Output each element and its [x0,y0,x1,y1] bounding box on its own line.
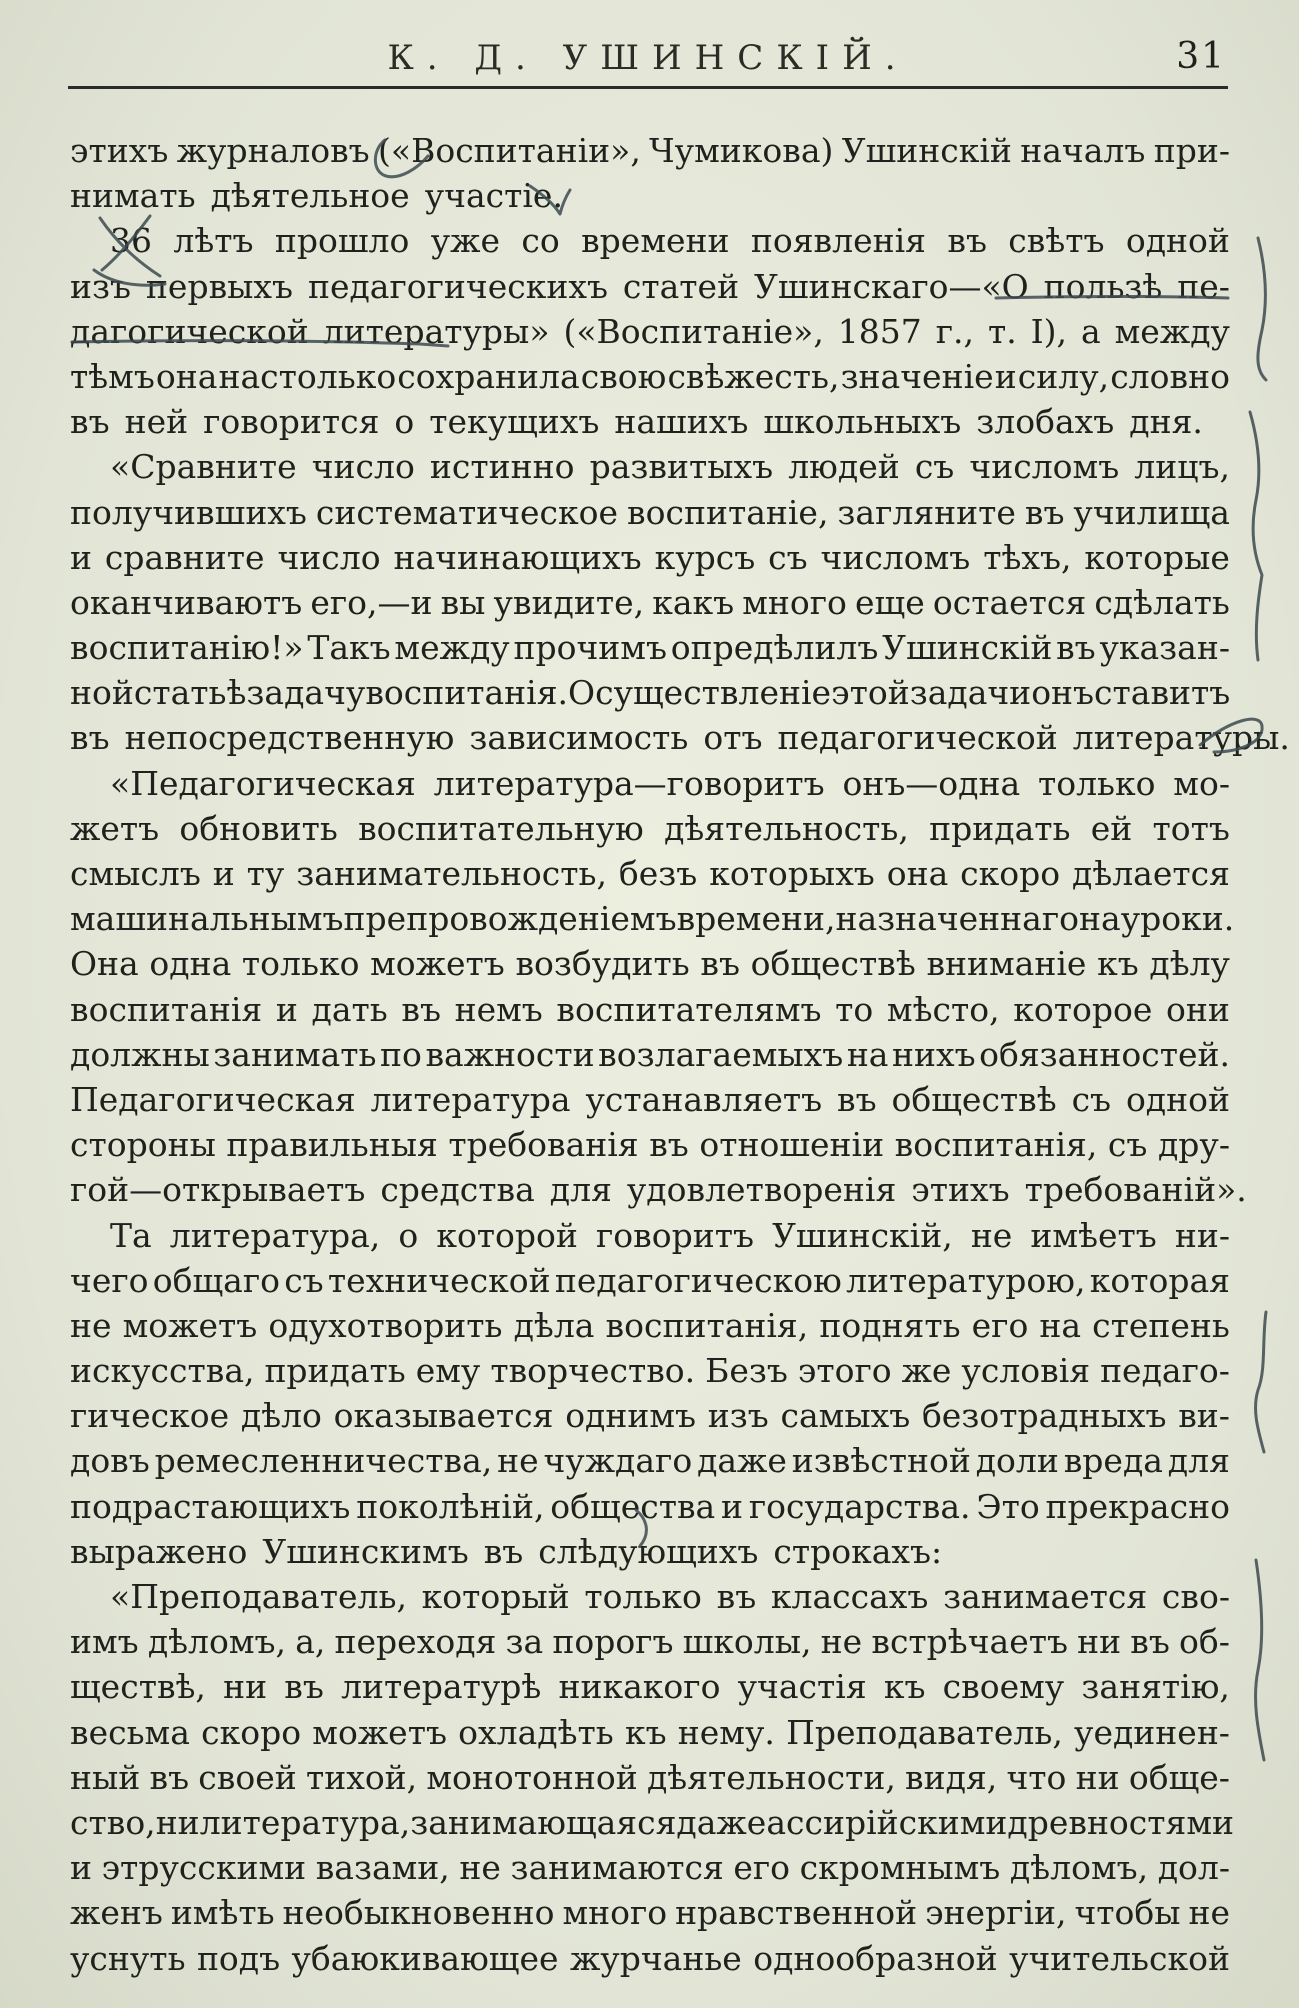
text-line: въ непосредственную зависимость отъ педагогической литературы. [70,718,1290,758]
text-line: «Педагогическая литература—говоритъ онъ—одна только мо- [110,763,1230,803]
text-line: жетъ обновить воспитательную дѣятельность, придать ей тотъ [70,808,1230,848]
text-line: весьма скоро можетъ охладѣть къ нему. Преподаватель, уединен- [70,1712,1230,1752]
text-line: Она одна только можетъ возбудить въ обществѣ вниманіе къ дѣлу [70,944,1230,984]
text-line: дагогической литературы» («Воспитаніе», 1857 г., т. I), а между [70,311,1230,351]
body-text [70,128,1290,1981]
text-line: выражено Ушинскимъ въ слѣдующихъ строкахъ: [70,1531,943,1571]
text-line: въ ней говорится о текущихъ нашихъ школьныхъ злобахъ дня. [70,402,1203,442]
text-line: ный въ своей тихой, монотонной дѣятельности, видя, что ни обще- [70,1757,1230,1797]
page-header [68,30,1228,89]
text-line: воспитанія и дать въ немъ воспитателямъ то мѣсто, которое они [70,989,1230,1029]
text-line: гическое дѣло оказывается однимъ изъ самыхъ безотрадныхъ ви- [70,1396,1230,1436]
text-line: стороны правильныя требованія въ отношеніи воспитанія, съ дру- [70,1125,1230,1165]
text-line: этихъ журналовъ («Воспитаніи», Чумикова) Ушинскій началъ при- [70,131,1230,170]
text-line: ство, ни литература, занимающаяся даже ассирійскими древностями [70,1802,1235,1842]
text-line: «Сравните число истинно развитыхъ людей съ числомъ лицъ, [110,447,1230,487]
text-line: ной статьѣ задачу воспитанія. Осуществленіе этой задачи онъ ставитъ [70,673,1231,713]
text-line: получившихъ систематическое воспитаніе, загляните въ училища [70,492,1230,532]
text-line: и этрусскими вазами, не занимаются его скромнымъ дѣломъ, дол- [70,1848,1230,1888]
text-line: смыслъ и ту занимательность, безъ которыхъ она скоро дѣлается [70,854,1230,893]
right-margin-brace-2-icon [1250,412,1262,660]
text-line: Та литература, о которой говоритъ Ушинскій, не имѣетъ ни- [110,1215,1230,1255]
right-margin-brace-3-icon [1256,1312,1266,1452]
text-line: гой—открываетъ средства для удовлетворенія этихъ требованій». [70,1170,1247,1210]
text-line: изъ первыхъ педагогическихъ статей Ушинскаго—«О пользѣ пе- [70,266,1230,306]
text-line: 36 лѣтъ прошло уже со времени появленія въ свѣтъ одной [110,221,1230,261]
text-line: «Преподаватель, который только въ классахъ занимается сво- [110,1577,1230,1616]
text-line: не можетъ одухотворить дѣла воспитанія, поднять его на степень [70,1305,1230,1345]
text-line: и сравните число начинающихъ курсъ съ числомъ тѣхъ, которые [70,537,1230,577]
text-line: уснуть подъ убаюкивающее журчанье однообразной учительской [70,1938,1230,1978]
text-line: машинальнымъ препровожденіемъ времени, назначеннаго на уроки. [70,899,1235,939]
text-line: нимать дѣятельное участіе. [70,176,563,216]
text-line: подрастающихъ поколѣній, общества и государства. Это прекрасно [70,1486,1230,1526]
text-line: воспитанію!» Такъ между прочимъ опредѣлилъ Ушинскій въ указан- [70,628,1230,668]
text-line: чего общаго съ технической педагогическою литературою, которая [70,1260,1230,1300]
text-line: Педагогическая литература устанавляетъ въ обществѣ съ одной [70,1079,1230,1119]
right-margin-brace-icon [1258,238,1266,380]
running-head: К. Д. УШИНСКІЙ. [387,38,909,78]
text-line: женъ имѣть необыкновенно много нравственной энергіи, чтобы не [70,1893,1230,1933]
text-line: довъ ремесленничества, не чуждаго даже извѣстной доли вреда для [70,1441,1230,1481]
text-line: имъ дѣломъ, а, переходя за порогъ школы, не встрѣчаетъ ни въ об- [70,1622,1230,1662]
page-number: 31 [1176,36,1226,77]
text-line: искусства, придать ему творчество. Безъ этого же условія педаго- [70,1351,1230,1391]
text-line: оканчиваютъ его,—и вы увидите, какъ много еще остается сдѣлать [70,582,1230,622]
text-line: ществѣ, ни въ литературѣ никакого участія къ своему занятію, [70,1667,1230,1707]
right-margin-brace-4-icon [1256,1560,1264,1760]
text-line: должны занимать по важности возлагаемыхъ на нихъ обязанностей. [70,1034,1230,1074]
text-line: тѣмъ она настолько сохранила свою свѣжесть, значеніе и силу, словно [70,356,1230,396]
